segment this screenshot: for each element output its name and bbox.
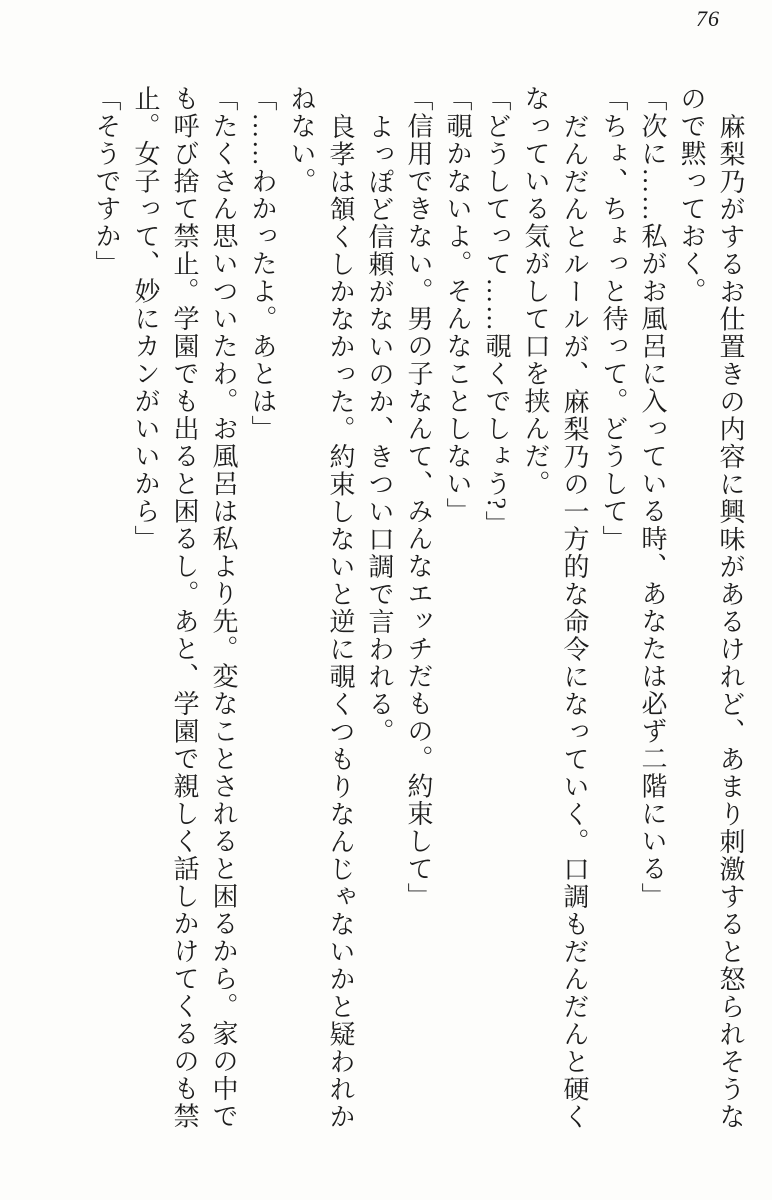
text-line: 「たくさん思いついたわ。お風呂は私より先。変なことされると困るから。家の中で [209, 85, 238, 1130]
text-line: も呼び捨て禁止。学園でも出ると困るし。あと、学園で親しく話しかけてくるのも禁 [170, 85, 199, 1130]
text-line: ので黙っておく。 [677, 85, 706, 305]
text-line: 良孝は頷くしかなかった。約束しないと逆に覗くつもりなんじゃないかと疑われか [326, 112, 355, 1130]
text-line: なっている気がして口を挟んだ。 [521, 85, 550, 498]
text-line: 「次に……私がお風呂に入っている時、あなたは必ず二階にいる」 [638, 85, 667, 910]
vertical-text-block [87, 85, 750, 1143]
text-line: 「信用できない。男の子なんて、みんなエッチだもの。約束して」 [404, 85, 433, 910]
text-line: 「そうですか」 [92, 85, 121, 278]
text-line: 「ちょ、ちょっと待って。どうして」 [599, 85, 628, 553]
page-number: 76 [696, 6, 720, 31]
text-line: 麻梨乃がするお仕置きの内容に興味があるけれど、あまり刺激すると怒られそうな [716, 112, 745, 1130]
text-line: 止。女子って、妙にカンがいいから」 [131, 85, 160, 553]
text-line: だんだんとルールが、麻梨乃の一方的な命令になっていく。口調もだんだんと硬く [560, 112, 589, 1130]
text-line: よっぽど信頼がないのか、きつい口調で言われる。 [365, 112, 394, 745]
text-line: 「覗かないよ。そんなことしない」 [443, 85, 472, 525]
text-line: ねない。 [287, 85, 316, 195]
text-line: 「どうしてって……覗くでしょう?」 [482, 85, 511, 539]
text-line: 「……わかったよ。あとは」 [248, 85, 277, 443]
